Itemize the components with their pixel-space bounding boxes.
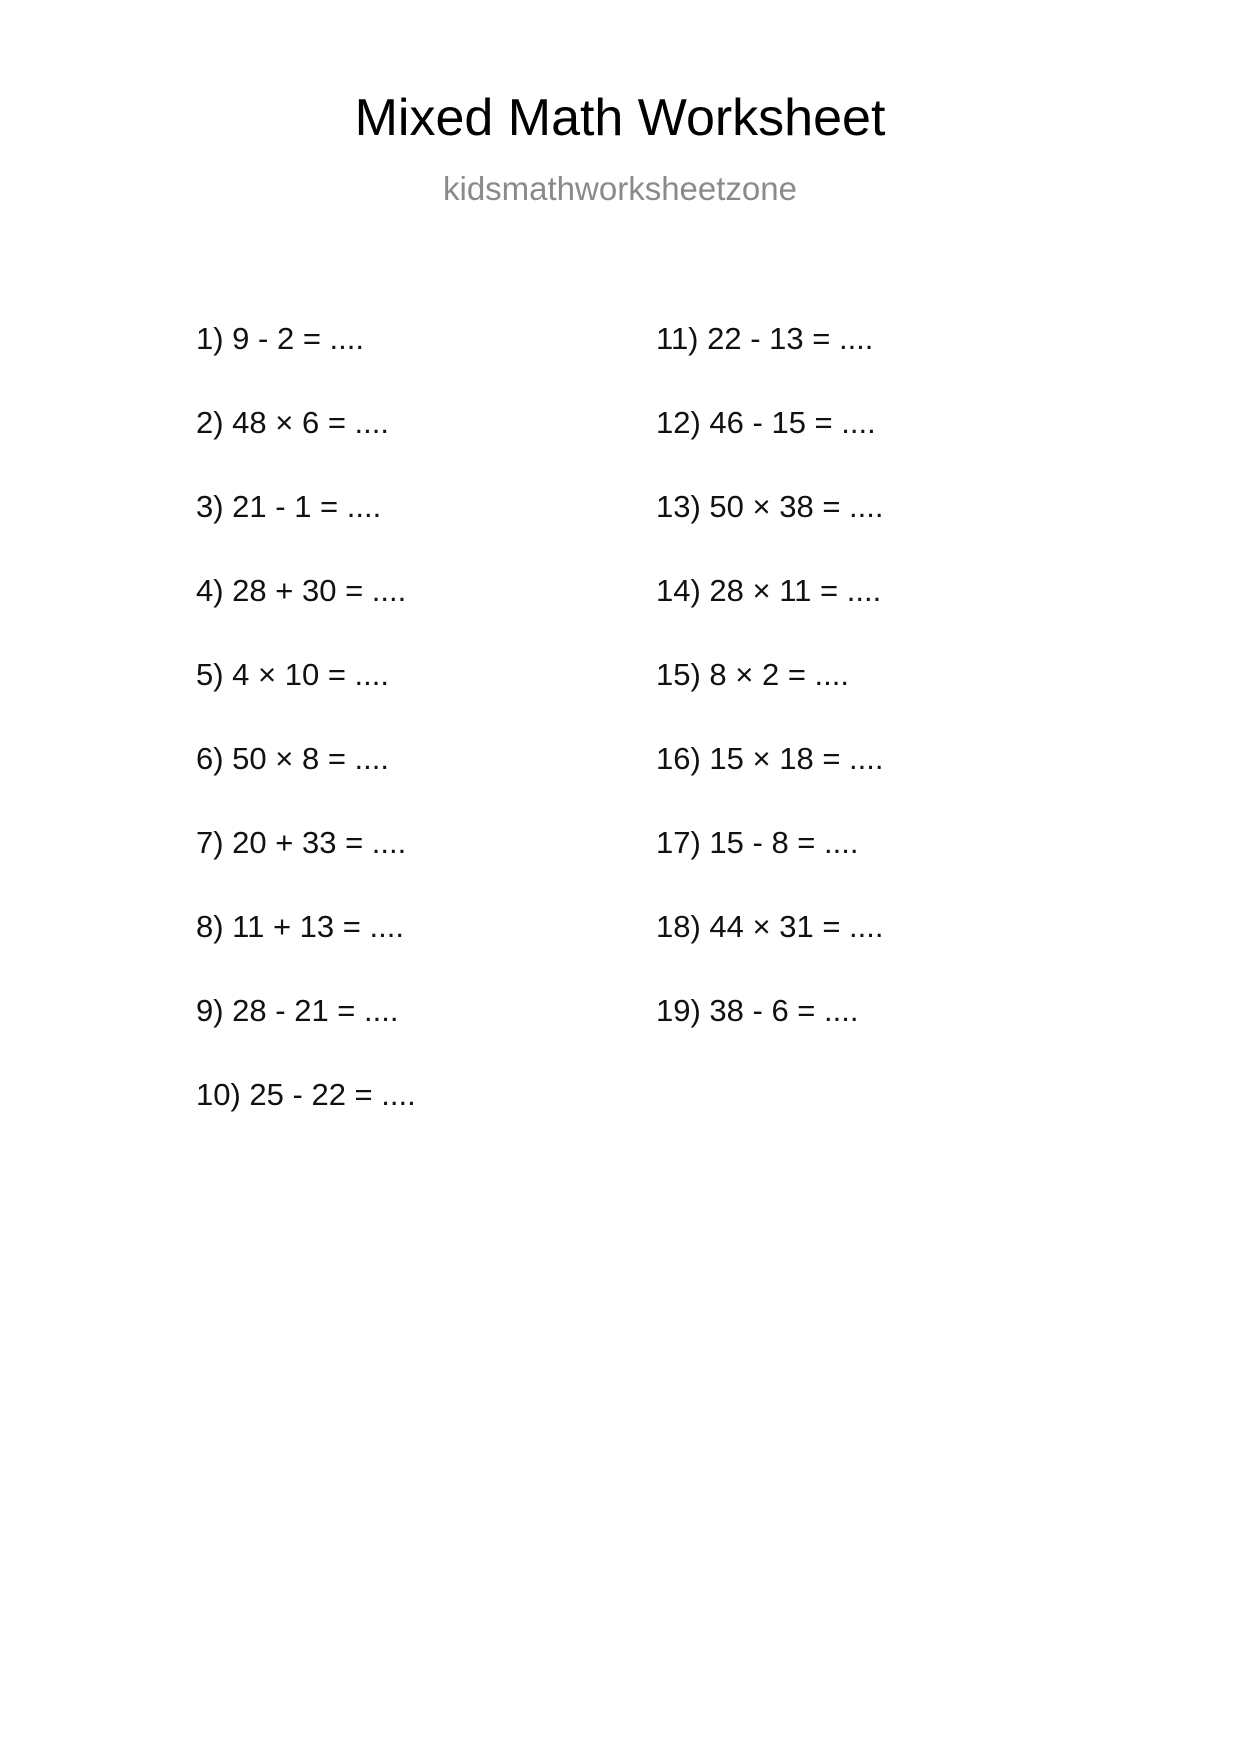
problem-item: 13) 50 × 38 = .... [656,488,884,524]
page-subtitle: kidsmathworksheetzone [442,170,797,207]
problem-item: 4) 28 + 30 = .... [196,572,407,608]
problem-item: 10) 25 - 22 = .... [196,1076,416,1112]
problem-item: 5) 4 × 10 = .... [196,656,390,692]
problem-column-right [656,296,1116,1136]
problem-item: 2) 48 × 6 = .... [196,404,390,440]
problem-item: 7) 20 + 33 = .... [196,824,407,860]
problem-list [0,296,1240,1136]
problem-item: 3) 21 - 1 = .... [196,488,382,524]
problem-item: 1) 9 - 2 = .... [196,320,364,356]
problem-column-left [196,296,656,1136]
problem-item: 15) 8 × 2 = .... [656,656,850,692]
problem-item: 16) 15 × 18 = .... [656,740,884,776]
problem-item: 8) 11 + 13 = .... [196,908,404,944]
problem-item: 11) 22 - 13 = .... [656,320,874,356]
problem-item: 17) 15 - 8 = .... [656,824,859,860]
problem-item: 12) 46 - 15 = .... [656,404,876,440]
problem-item: 14) 28 × 11 = .... [656,572,882,608]
problem-item: 19) 38 - 6 = .... [656,992,859,1028]
problem-item: 18) 44 × 31 = .... [656,908,884,944]
problem-item: 6) 50 × 8 = .... [196,740,390,776]
page-title: Mixed Math Worksheet [354,89,886,147]
problem-item: 9) 28 - 21 = .... [196,992,399,1028]
